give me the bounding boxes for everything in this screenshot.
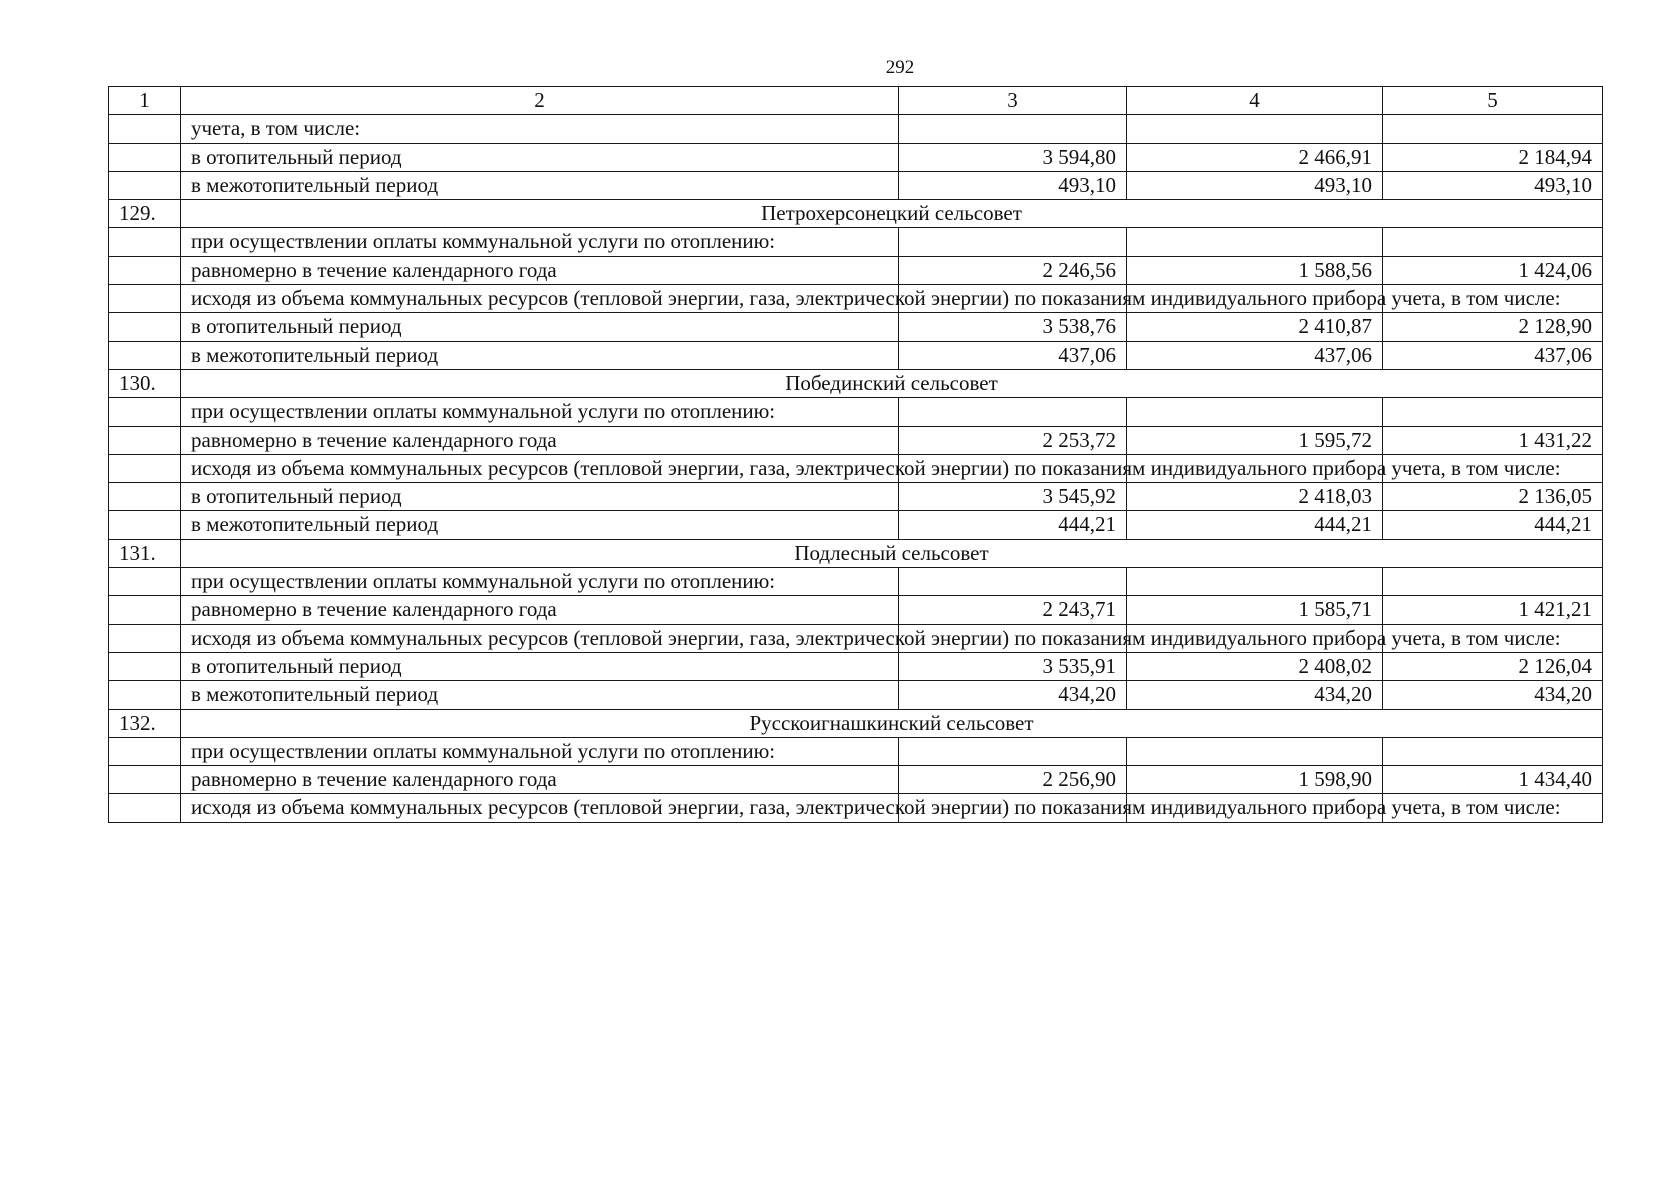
index-cell [109,398,181,426]
description-cell: при осуществлении оплаты коммунальной услуги по отоплению: [181,228,899,256]
section-title-cell: Побединский сельсовет [181,369,1603,397]
table-row [109,285,1603,313]
table-row [109,341,1603,369]
value-cell-col4: 1 585,71 [1127,596,1383,624]
table-row [109,596,1603,624]
section-index-cell: 130. [109,369,181,397]
section-title-cell: Петрохерсонецкий сельсовет [181,200,1603,228]
value-cell-col3: 3 538,76 [899,313,1127,341]
column-number-cell: 4 [1127,87,1383,115]
description-cell: при осуществлении оплаты коммунальной услуги по отоплению: [181,737,899,765]
value-cell-col4: 444,21 [1127,511,1383,539]
value-cell-col3: 2 256,90 [899,766,1127,794]
index-cell [109,115,181,143]
section-row [109,200,1603,228]
table-row [109,766,1603,794]
table-row [109,313,1603,341]
value-cell-col5: 2 184,94 [1383,143,1603,171]
value-cell-col3: 2 243,71 [899,596,1127,624]
index-cell [109,737,181,765]
table-row [109,454,1603,482]
value-cell-col3: 437,06 [899,341,1127,369]
description-cell: в отопительный период [181,652,899,680]
value-cell-col3: 444,21 [899,511,1127,539]
column-number-row [109,87,1603,115]
description-cell: исходя из объема коммунальных ресурсов (тепловой энергии, газа, электрической энергии) по показаниям индивидуального прибора учета, в том числе: [181,794,899,822]
index-cell [109,313,181,341]
value-cell-col5: 437,06 [1383,341,1603,369]
table-row [109,171,1603,199]
table-row [109,115,1603,143]
column-number-cell: 1 [109,87,181,115]
value-cell-col4: 2 410,87 [1127,313,1383,341]
description-cell: в отопительный период [181,313,899,341]
table-row [109,143,1603,171]
section-index-cell: 129. [109,200,181,228]
value-cell-col5: 2 128,90 [1383,313,1603,341]
description-cell: равномерно в течение календарного года [181,596,899,624]
table-row [109,624,1603,652]
value-cell-col5: 1 434,40 [1383,766,1603,794]
value-cell-col3: 3 545,92 [899,483,1127,511]
description-cell: исходя из объема коммунальных ресурсов (тепловой энергии, газа, электрической энергии) по показаниям индивидуального прибора учета, в том числе: [181,285,899,313]
value-cell-col5: 2 136,05 [1383,483,1603,511]
value-cell-col4: 434,20 [1127,681,1383,709]
description-cell: исходя из объема коммунальных ресурсов (тепловой энергии, газа, электрической энергии) по показаниям индивидуального прибора учета, в том числе: [181,624,899,652]
index-cell [109,483,181,511]
index-cell [109,256,181,284]
value-cell-col5: 1 421,21 [1383,596,1603,624]
value-cell-col5: 2 126,04 [1383,652,1603,680]
value-cell-col3: 434,20 [899,681,1127,709]
index-cell [109,143,181,171]
description-cell: при осуществлении оплаты коммунальной услуги по отоплению: [181,398,899,426]
tariff-table [108,86,1603,823]
index-cell [109,766,181,794]
table-row [109,426,1603,454]
index-cell [109,624,181,652]
index-cell [109,171,181,199]
value-cell-col5: 434,20 [1383,681,1603,709]
value-cell-col3 [899,228,1127,256]
table-row [109,568,1603,596]
description-cell: в межотопительный период [181,341,899,369]
section-index-cell: 132. [109,709,181,737]
index-cell [109,596,181,624]
section-row [109,539,1603,567]
description-cell: в межотопительный период [181,171,899,199]
value-cell-col4: 2 418,03 [1127,483,1383,511]
column-number-cell: 2 [181,87,899,115]
section-index-cell: 131. [109,539,181,567]
value-cell-col4 [1127,115,1383,143]
description-cell: при осуществлении оплаты коммунальной услуги по отоплению: [181,568,899,596]
table-row [109,794,1603,822]
table-row [109,681,1603,709]
value-cell-col3 [899,568,1127,596]
column-number-cell: 3 [899,87,1127,115]
index-cell [109,794,181,822]
table-row [109,228,1603,256]
value-cell-col5 [1383,398,1603,426]
table-row [109,256,1603,284]
description-cell: равномерно в течение календарного года [181,256,899,284]
value-cell-col5: 1 424,06 [1383,256,1603,284]
description-cell: в межотопительный период [181,681,899,709]
description-cell: равномерно в течение календарного года [181,766,899,794]
section-row [109,369,1603,397]
section-title-cell: Русскоигнашкинский сельсовет [181,709,1603,737]
value-cell-col3: 3 594,80 [899,143,1127,171]
value-cell-col5: 444,21 [1383,511,1603,539]
index-cell [109,341,181,369]
value-cell-col4: 2 466,91 [1127,143,1383,171]
section-title-cell: Подлесный сельсовет [181,539,1603,567]
table-row [109,737,1603,765]
value-cell-col3: 493,10 [899,171,1127,199]
index-cell [109,454,181,482]
value-cell-col4: 2 408,02 [1127,652,1383,680]
value-cell-col3: 2 253,72 [899,426,1127,454]
value-cell-col4 [1127,398,1383,426]
value-cell-col4: 493,10 [1127,171,1383,199]
value-cell-col3: 2 246,56 [899,256,1127,284]
table-row [109,398,1603,426]
index-cell [109,568,181,596]
index-cell [109,285,181,313]
table-body [109,87,1603,823]
description-cell: в отопительный период [181,143,899,171]
value-cell-col4: 1 588,56 [1127,256,1383,284]
value-cell-col4: 1 598,90 [1127,766,1383,794]
value-cell-col4: 1 595,72 [1127,426,1383,454]
table-row [109,511,1603,539]
table-row [109,652,1603,680]
value-cell-col5 [1383,568,1603,596]
value-cell-col5: 493,10 [1383,171,1603,199]
description-cell: в межотопительный период [181,511,899,539]
value-cell-col4 [1127,568,1383,596]
description-cell: учета, в том числе: [181,115,899,143]
column-number-cell: 5 [1383,87,1603,115]
description-cell: исходя из объема коммунальных ресурсов (тепловой энергии, газа, электрической энергии) по показаниям индивидуального прибора учета, в том числе: [181,454,899,482]
description-cell: равномерно в течение календарного года [181,426,899,454]
value-cell-col5 [1383,115,1603,143]
description-cell: в отопительный период [181,483,899,511]
section-row [109,709,1603,737]
value-cell-col5 [1383,737,1603,765]
value-cell-col4 [1127,737,1383,765]
value-cell-col3 [899,398,1127,426]
value-cell-col3 [899,737,1127,765]
index-cell [109,681,181,709]
index-cell [109,228,181,256]
value-cell-col4 [1127,228,1383,256]
index-cell [109,426,181,454]
page-number: 292 [885,57,915,78]
value-cell-col5: 1 431,22 [1383,426,1603,454]
value-cell-col4: 437,06 [1127,341,1383,369]
index-cell [109,511,181,539]
value-cell-col3: 3 535,91 [899,652,1127,680]
value-cell-col3 [899,115,1127,143]
index-cell [109,652,181,680]
table-row [109,483,1603,511]
value-cell-col5 [1383,228,1603,256]
